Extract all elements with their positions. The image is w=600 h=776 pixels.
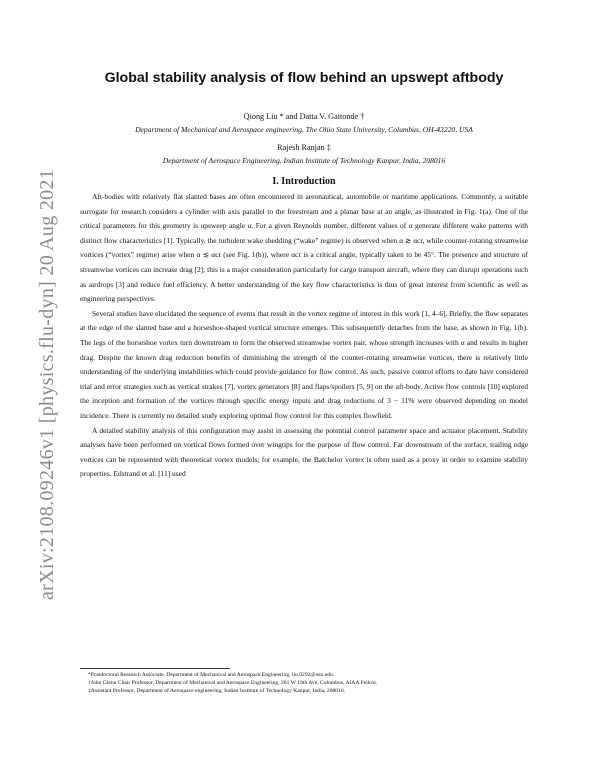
- paragraph: Aft-bodies with relatively flat slanted bases are often encountered in aeronautical, automobile or maritime applications. Commonly, a suitable surrogate for research considers a cylinder with axis parallel to the freestream and a planar base at an angle, as illustrated in Fig. 1(a). One of the critical parameters for this geometry is upsweep angle α. For a given Reynolds number, different values of α generate different wake patterns with distinct flow characteristics [1]. Typically, the turbulent wake shedding (“wake” regime) is observed when α ≳ αcr, while counter-rotating streamwise vortices (“vortex” regime) arise when α ≲ αcr (see Fig. 1(b)), where αcr is a critical angle, typically taken to be 45°. The presence and structure of streamwise vortices can increase drag [2]; this is a major consideration particularly for cargo transport aircraft, where they can disrupt operations such as airdrops [3] and reduce fuel efficiency. A better understanding of the key flow characteristics is thus of great interest from scientific as well as engineering perspectives.: [80, 192, 528, 304]
- footnote: †John Glenn Chair Professor, Department of Mechanical and Aerospace Engineering, 201 W 19th Ave, Columbus, AIAA Fellow.: [88, 680, 378, 686]
- footnote: *Postdoctoral Research Associate, Department of Mechanical and Aerospace Engineering, liu.9292@osu.edu.: [88, 672, 335, 678]
- authors-line-2: Rajesh Ranjan ‡: [277, 143, 331, 152]
- arxiv-stamp: [0, 0, 60, 776]
- authors-line-1: Qiong Liu * and Datta V. Gaitonde †: [243, 112, 365, 121]
- affiliation-1: Department of Mechanical and Aerospace engineering, The Ohio State University, Columbus, OH-43220, USA: [135, 125, 473, 134]
- affiliation-2: Department of Aerospace Engineering, Indian Institute of Technology Kanpur, India, 208016: [162, 156, 446, 165]
- paper-title: Global stability analysis of flow behind an upswept aftbody: [104, 70, 504, 86]
- paragraph: Several studies have elucidated the sequence of events that result in the vortex regime of interest in this work [1, 4–6]. Briefly, the flow separates at the edge of the slanted base and a horseshoe-shaped vortical structure emerges. This subsequently detaches from the base, as shown in Fig. 1(b). The legs of the horseshoe vortex turn downstream to form the observed streamwise vortex pair, whose strength increases with α and results in higher drag. Despite the known drag reduction benefits of diminishing the strength of the counter-rotating streamwise vortices, there is relatively little understanding of the underlying instabilities which could provide guidance for flow control. As such, passive control efforts to date have considered trial and error strategies such as vertical strakes [7], vortex generators [8] and flaps/spoilers [5, 9] on the aft-body. Active flow controls [10] explored the inception and formation of the vortices through specific energy inputs and drag reductions of 3 − 11% were observed depending on model incidence. There is currently no detailed study exploring optimal flow control for this complex flowfield.: [80, 308, 528, 420]
- paragraph: A detailed stability analysis of this configuration may assist in assessing the potential control parameter space and actuator placement. Stability analyses have been performed on vortical flows formed over wingtips for the purpose of flow control. Far downstream of the surface, trailing edge vortices can be represented with theoretical vortex models; for example, the Batchelor vortex is often used as a proxy in order to examine stability properties. Edstrand et al. [11] used: [80, 425, 528, 479]
- arxiv-id[interactable]: arXiv:2108.09246v1 [physics.flu-dyn] 20 Aug 2021: [36, 168, 58, 600]
- section-heading: I. Introduction: [272, 176, 336, 187]
- footnote-divider: [80, 668, 230, 669]
- body-text: [80, 190, 528, 482]
- footnote: ‡Assistant Professor, Department of Aerospace engineering, Indian Institute of Technology Kanpur, India, 208016.: [88, 688, 346, 694]
